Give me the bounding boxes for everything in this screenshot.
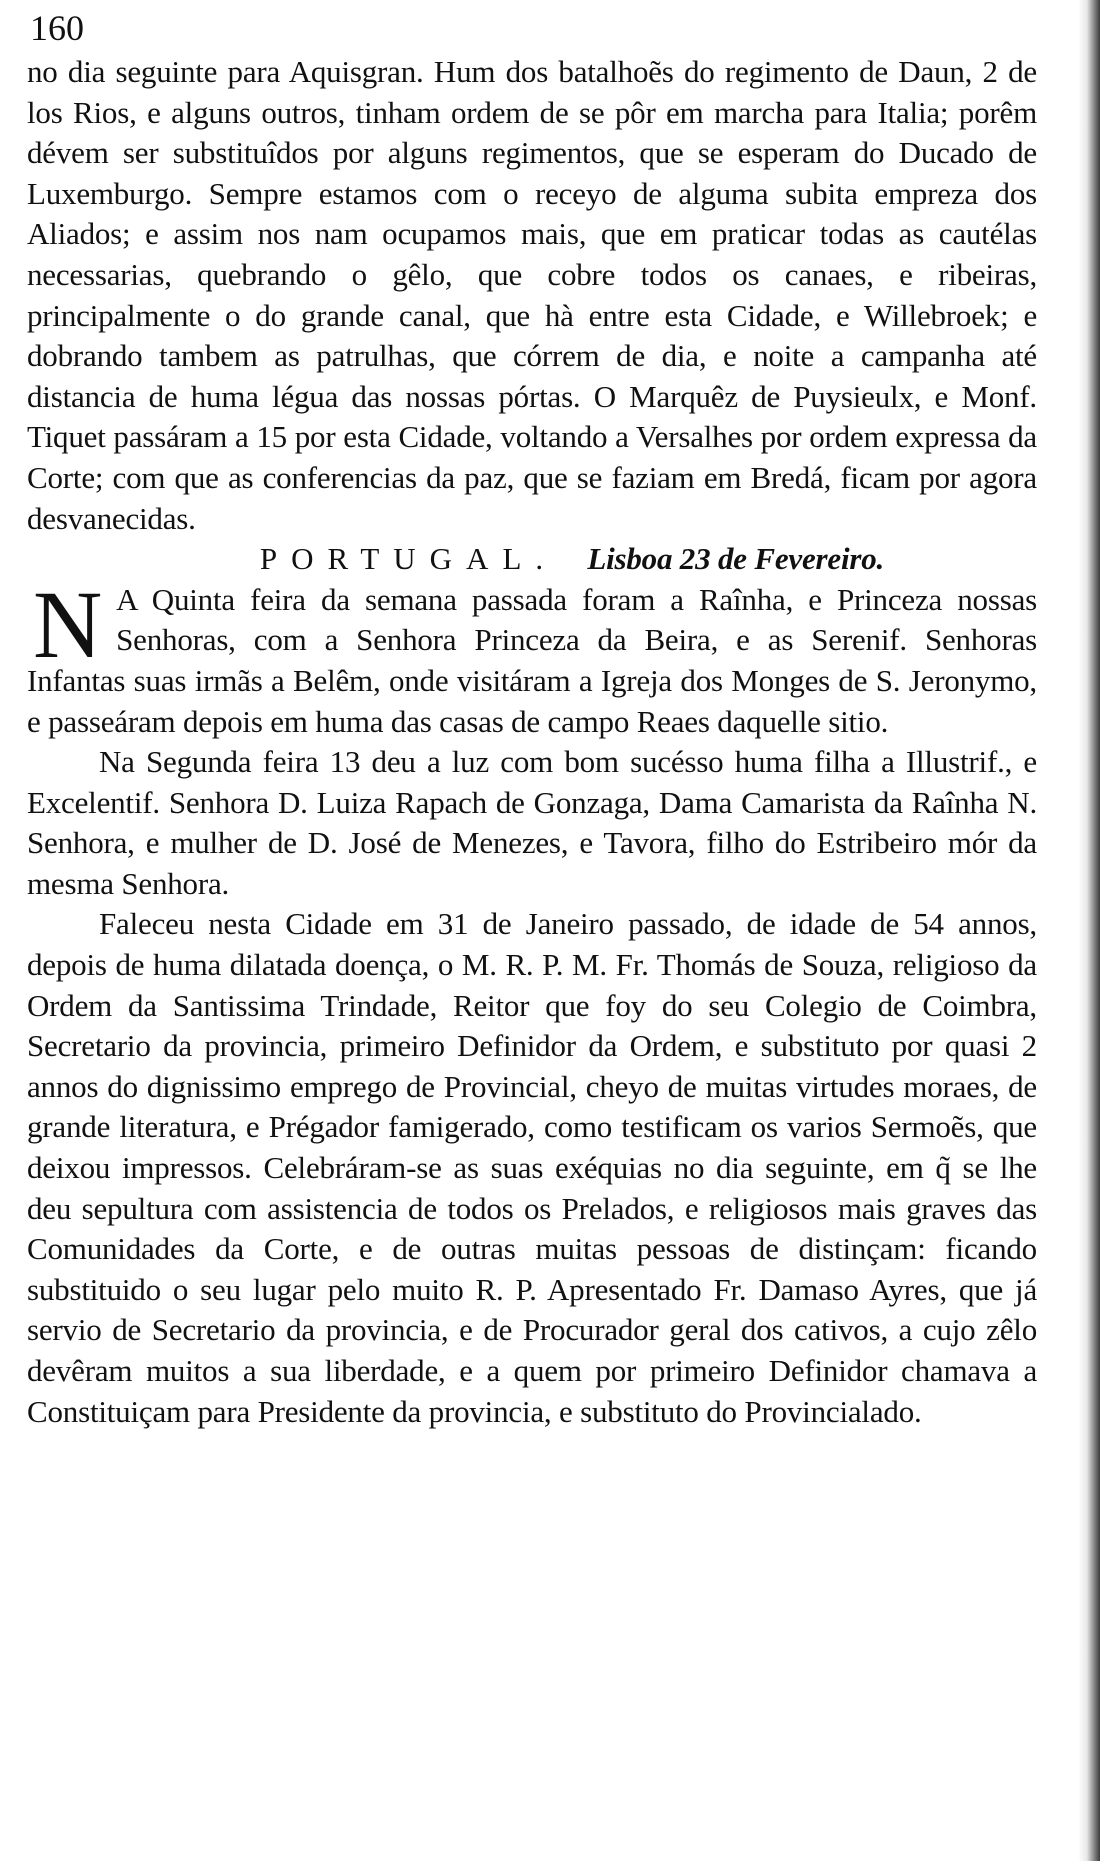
- dateline-place: Lisboa 23 de Fevereiro.: [587, 541, 885, 577]
- page-edge-shadow: [1078, 0, 1100, 1861]
- paragraph-royal-visit: [27, 570, 1037, 742]
- paragraph-continuation: no dia seguinte para Aquisgran. Hum dos batalhoẽs do regimento de Daun, 2 de los Rios, e alguns outros, tinham ordem de se pôr em marcha para Italia; porêm dévem ser substituîdos por alguns regimentos, que se esperam do Ducado de Luxemburgo. Sempre estamos com o receyo de alguma subita empreza dos Aliados; e assim nos nam ocupamos mais, que em praticar todas as cautélas necessarias, quebrando o gêlo, que cobre todos os canaes, e ribeiras, principalmente o do grande canal, que hà entre esta Cidade, e Willebroek; e dobrando tambem as patrulhas, que córrem de dia, e noite a campanha até distancia de huma légua das nossas pórtas. O Marquêz de Puysieulx, e Monf. Tiquet passáram a 15 por esta Cidade, voltando a Versalhes por ordem expressa da Corte; com que as conferencias da paz, que se faziam em Bredá, ficam por agora desvanecidas.: [27, 54, 1037, 536]
- page-number: 160: [30, 8, 84, 48]
- paragraph-obituary: Faleceu nesta Cidade em 31 de Janeiro passado, de idade de 54 annos, depois de huma dilatada doença, o M. R. P. M. Fr. Thomás de Souza, religioso da Ordem da Santissima Trindade, Reitor que foy do seu Colegio de Coimbra, Secretario da provincia, primeiro Definidor da Ordem, e substituto por quasi 2 annos do dignissimo emprego de Provincial, cheyo de muitas virtudes moraes, de grande literatura, e Prégador famigerado, como testificam os varios Sermoẽs, que deixou impressos. Celebráram-se as suas exéquias no dia seguinte, em q̃ se lhe deu sepultura com assistencia de todos os Prelados, e religiosos mais graves das Comunidades da Corte, e de outras muitas pessoas de distinçam: ficando substituido o seu lugar pelo muito R. P. Apresentado Fr. Damaso Ayres, que já servio de Secretario da provincia, e de Procurador geral dos cativos, a cujo zêlo devêram muitos a sua liberdade, e a quem por primeiro Definidor chamava a Constituiçam para Presidente da provincia, e substituto do Provincialado.: [27, 906, 1037, 1429]
- drop-cap-letter: N: [33, 570, 103, 678]
- paragraph-royal-visit-text: A Quinta feira da semana passada foram a Raînha, e Princeza nossas Senhoras, com a Senhora Princeza da Beira, e as Serenif. Senhoras Infantas suas irmãs a Belêm, onde visitáram a Igreja dos Monges de S. Jeronymo, e passeáram depois em huma das casas de campo Reaes daquelle sitio.: [27, 581, 1037, 739]
- body-text: [27, 52, 1037, 1432]
- paragraph-birth-notice: Na Segunda feira 13 deu a luz com bom sucésso huma filha a Illustrif., e Excelentif. Senhora D. Luiza Rapach de Gonzaga, Dama Camarista da Raînha N. Senhora, e mulher de D. José de Menezes, e Tavora, filho do Estribeiro mór da mesma Senhora.: [27, 744, 1037, 901]
- dateline: [27, 539, 1037, 580]
- dateline-country: PORTUGAL.: [259, 541, 558, 577]
